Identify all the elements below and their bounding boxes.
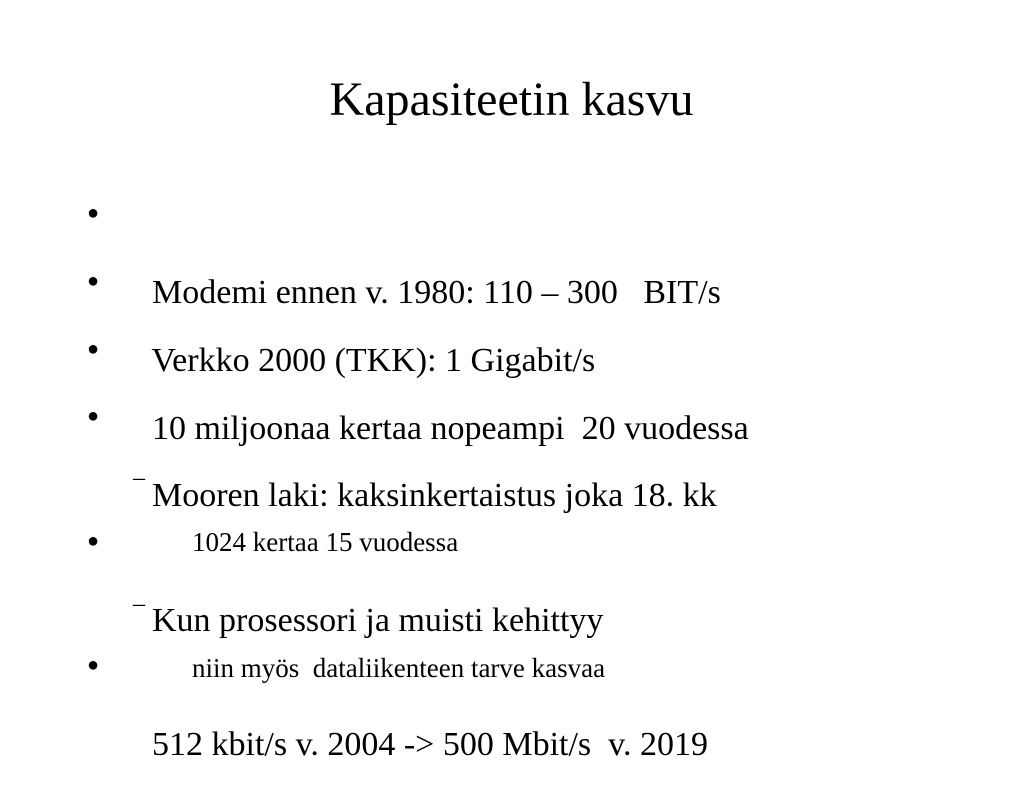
bullet-dot-icon: ●	[87, 202, 100, 224]
sub-bullet-text: 1024 kertaa 15 vuodessa	[192, 527, 459, 557]
bullet-dot-icon: ●	[87, 654, 100, 676]
bullet-dot-icon: ●	[87, 338, 100, 360]
bullet-text: Kun prosessori ja muisti kehittyy	[152, 602, 604, 639]
sub-bullet-text: niin myös dataliikenteen tarve kasvaa	[192, 653, 606, 683]
bullet-dot-icon: ●	[87, 270, 100, 292]
dash-icon: –	[133, 591, 145, 617]
bullet-text: Mooren laki: kaksinkertaistus joka 18. kk	[152, 477, 717, 514]
dash-icon: –	[133, 465, 145, 491]
bullet-item	[87, 645, 708, 805]
slide-title: Kapasiteetin kasvu	[329, 73, 694, 126]
bullet-dot-icon: ●	[87, 405, 100, 427]
bullet-text: Verkko 2000 (TKK): 1 Gigabit/s	[151, 342, 596, 379]
bullet-dot-icon: ●	[87, 530, 100, 552]
bullet-text: 512 kbit/s v. 2004 -> 500 Mbit/s v. 2019	[152, 726, 708, 763]
bullet-text: 10 miljoonaa kertaa nopeampi 20 vuodessa	[152, 410, 749, 447]
bullet-text: Modemi ennen v. 1980: 110 – 300 BIT/s	[152, 274, 721, 311]
